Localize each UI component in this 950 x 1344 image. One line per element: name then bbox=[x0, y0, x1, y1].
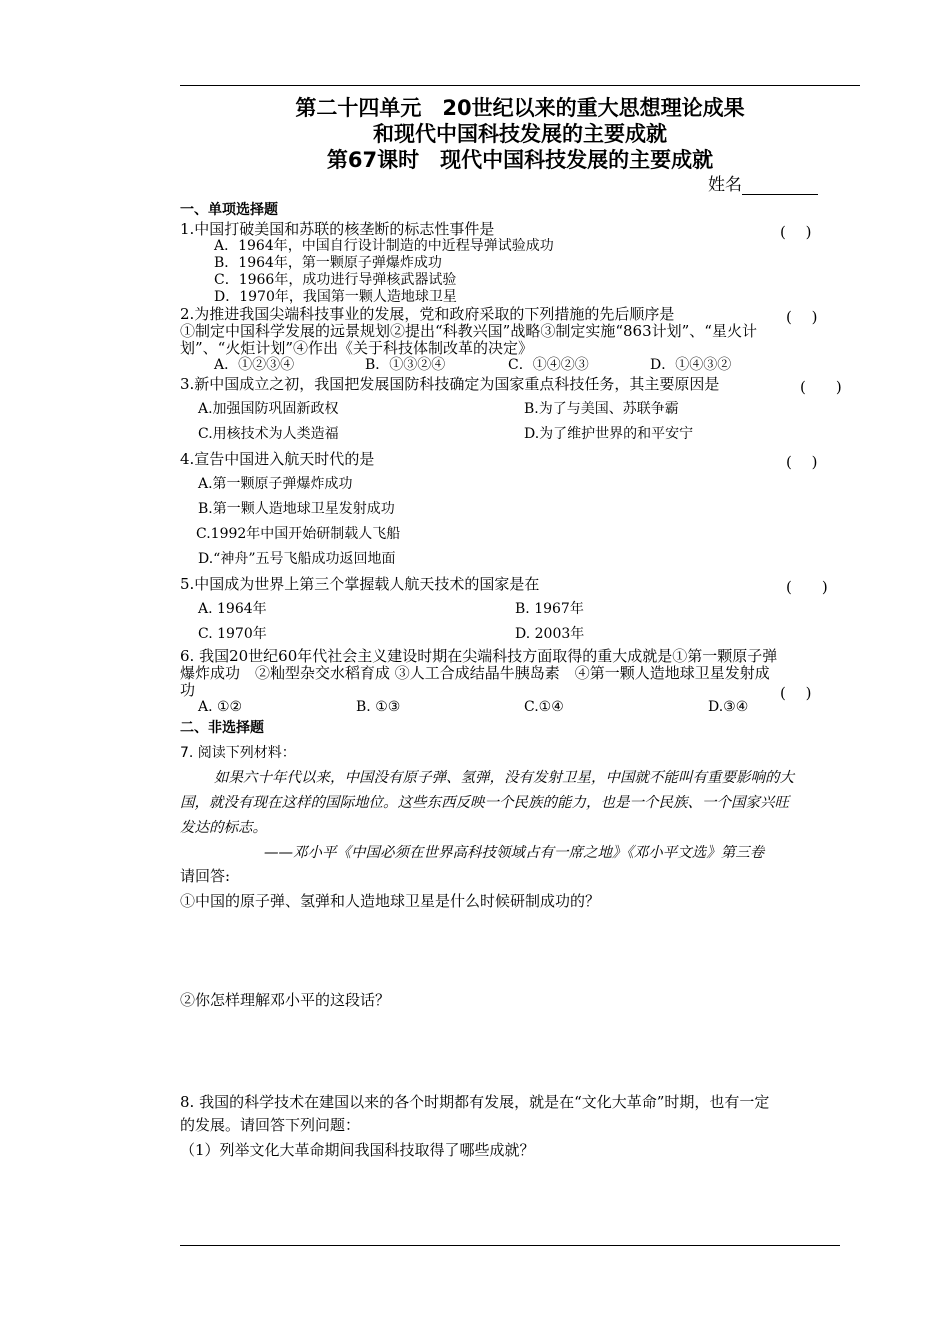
question-2-option-d: D．①④③② bbox=[650, 357, 732, 373]
question-1-answer-paren: ( ) bbox=[780, 223, 812, 241]
question-4-answer-paren: ( ) bbox=[786, 453, 818, 471]
question-5-option-a: A. 1964年 bbox=[198, 601, 267, 617]
name-blank bbox=[742, 178, 818, 195]
question-3-stem: 3.新中国成立之初，我国把发展国防科技确定为国家重点科技任务，其主要原因是 bbox=[180, 375, 720, 393]
question-6-line3: 功 bbox=[180, 681, 196, 699]
question-5-answer-paren: ( ) bbox=[786, 578, 828, 596]
question-7-heading: 7. 阅读下列材料： bbox=[180, 745, 296, 761]
question-2-line3: 划”、“火炬计划”④作出《关于科技体制改革的决定》 bbox=[180, 339, 534, 357]
question-5-option-d: D. 2003年 bbox=[515, 626, 585, 642]
question-8-line1: 8. 我国的科学技术在建国以来的各个时期都有发展，就是在“文化大革命”时期，也有一定 bbox=[180, 1093, 770, 1111]
question-3-option-c: C.用核技术为人类造福 bbox=[198, 426, 339, 442]
question-7-source: ——邓小平《中国必须在世界高科技领域占有一席之地》《邓小平文选》第三卷 bbox=[264, 845, 765, 861]
question-3-option-d: D.为了维护世界的和平安宁 bbox=[524, 426, 694, 442]
section-heading-non-choice: 二、非选择题 bbox=[180, 720, 264, 736]
question-4-option-c: C.1992年中国开始研制载人飞船 bbox=[196, 526, 401, 542]
question-6-option-b: B. ①③ bbox=[356, 699, 401, 715]
question-5-option-b: B. 1967年 bbox=[515, 601, 584, 617]
question-1-option-d: D．1970年，我国第一颗人造地球卫星 bbox=[214, 289, 457, 305]
question-2-stem: 2.为推进我国尖端科技事业的发展，党和政府采取的下列措施的先后顺序是 bbox=[180, 305, 675, 323]
top-rule bbox=[180, 85, 860, 86]
question-2-option-c: C．①④②③ bbox=[508, 357, 589, 373]
question-3-answer-paren: ( ) bbox=[800, 378, 842, 396]
section-heading-choice: 一、单项选择题 bbox=[180, 202, 278, 218]
question-4-option-a: A.第一颗原子弹爆炸成功 bbox=[198, 476, 353, 492]
question-3-option-b: B.为了与美国、苏联争霸 bbox=[524, 401, 679, 417]
question-7-material-line2: 国，就没有现在这样的国际地位。这些东西反映一个民族的能力，也是一个民族、一个国家兴旺 bbox=[180, 795, 789, 811]
question-4-stem: 4.宣告中国进入航天时代的是 bbox=[180, 450, 375, 468]
question-5-stem: 5.中国成为世界上第三个掌握载人航天技术的国家是在 bbox=[180, 575, 540, 593]
question-6-option-c: C.①④ bbox=[524, 699, 564, 715]
question-2-option-a: A．①②③④ bbox=[214, 357, 295, 373]
question-2-option-b: B．①③②④ bbox=[365, 357, 446, 373]
question-1-option-c: C．1966年，成功进行导弹核武器试验 bbox=[214, 272, 457, 288]
question-2-line2: ①制定中国科学发展的远景规划②提出“科教兴国”战略③制定实施“863计划”、“星火计 bbox=[180, 322, 757, 340]
unit-subtitle: 和现代中国科技发展的主要成就 bbox=[373, 122, 667, 146]
question-6-answer-paren: ( ) bbox=[780, 684, 812, 702]
question-5-option-c: C. 1970年 bbox=[198, 626, 267, 642]
question-7-material-line1: 如果六十年代以来，中国没有原子弹、氢弹，没有发射卫星，中国就不能叫有重要影响的大 bbox=[214, 770, 794, 786]
bottom-rule bbox=[180, 1245, 840, 1246]
question-8-sub1: （1）列举文化大革命期间我国科技取得了哪些成就？ bbox=[180, 1141, 535, 1159]
question-3-option-a: A.加强国防巩固新政权 bbox=[198, 401, 339, 417]
question-6-line2: 爆炸成功 ②籼型杂交水稻育成 ③人工合成结晶牛胰岛素 ④第一颗人造地球卫星发射成 bbox=[180, 664, 770, 682]
question-4-option-d: D.“神舟”五号飞船成功返回地面 bbox=[198, 551, 396, 567]
question-8-line2: 的发展。请回答下列问题： bbox=[180, 1116, 361, 1134]
question-1-option-a: A．1964年，中国自行设计制造的中近程导弹试验成功 bbox=[214, 238, 554, 254]
question-1-option-b: B．1964年，第一颗原子弹爆炸成功 bbox=[214, 255, 442, 271]
lesson-title: 第67课时 现代中国科技发展的主要成就 bbox=[326, 148, 714, 172]
question-7-sub2: ②你怎样理解邓小平的这段话？ bbox=[180, 991, 391, 1009]
question-1-stem: 1.中国打破美国和苏联的核垄断的标志性事件是 bbox=[180, 220, 495, 238]
question-4-option-b: B.第一颗人造地球卫星发射成功 bbox=[198, 501, 395, 517]
question-6-option-d: D.③④ bbox=[708, 699, 749, 715]
question-7-sub1: ①中国的原子弹、氢弹和人造地球卫星是什么时候研制成功的？ bbox=[180, 892, 601, 910]
unit-title: 第二十四单元 20世纪以来的重大思想理论成果 bbox=[295, 96, 745, 120]
question-2-answer-paren: ( ) bbox=[786, 308, 818, 326]
question-6-option-a: A. ①② bbox=[198, 699, 243, 715]
name-label: 姓名 bbox=[708, 175, 742, 195]
question-7-prompt: 请回答: bbox=[180, 867, 231, 885]
name-field[interactable] bbox=[708, 175, 818, 195]
question-7-material-line3: 发达的标志。 bbox=[180, 820, 267, 836]
question-6-line1: 6. 我国20世纪60年代社会主义建设时期在尖端科技方面取得的重大成就是①第一颗原子弹 bbox=[180, 647, 778, 665]
